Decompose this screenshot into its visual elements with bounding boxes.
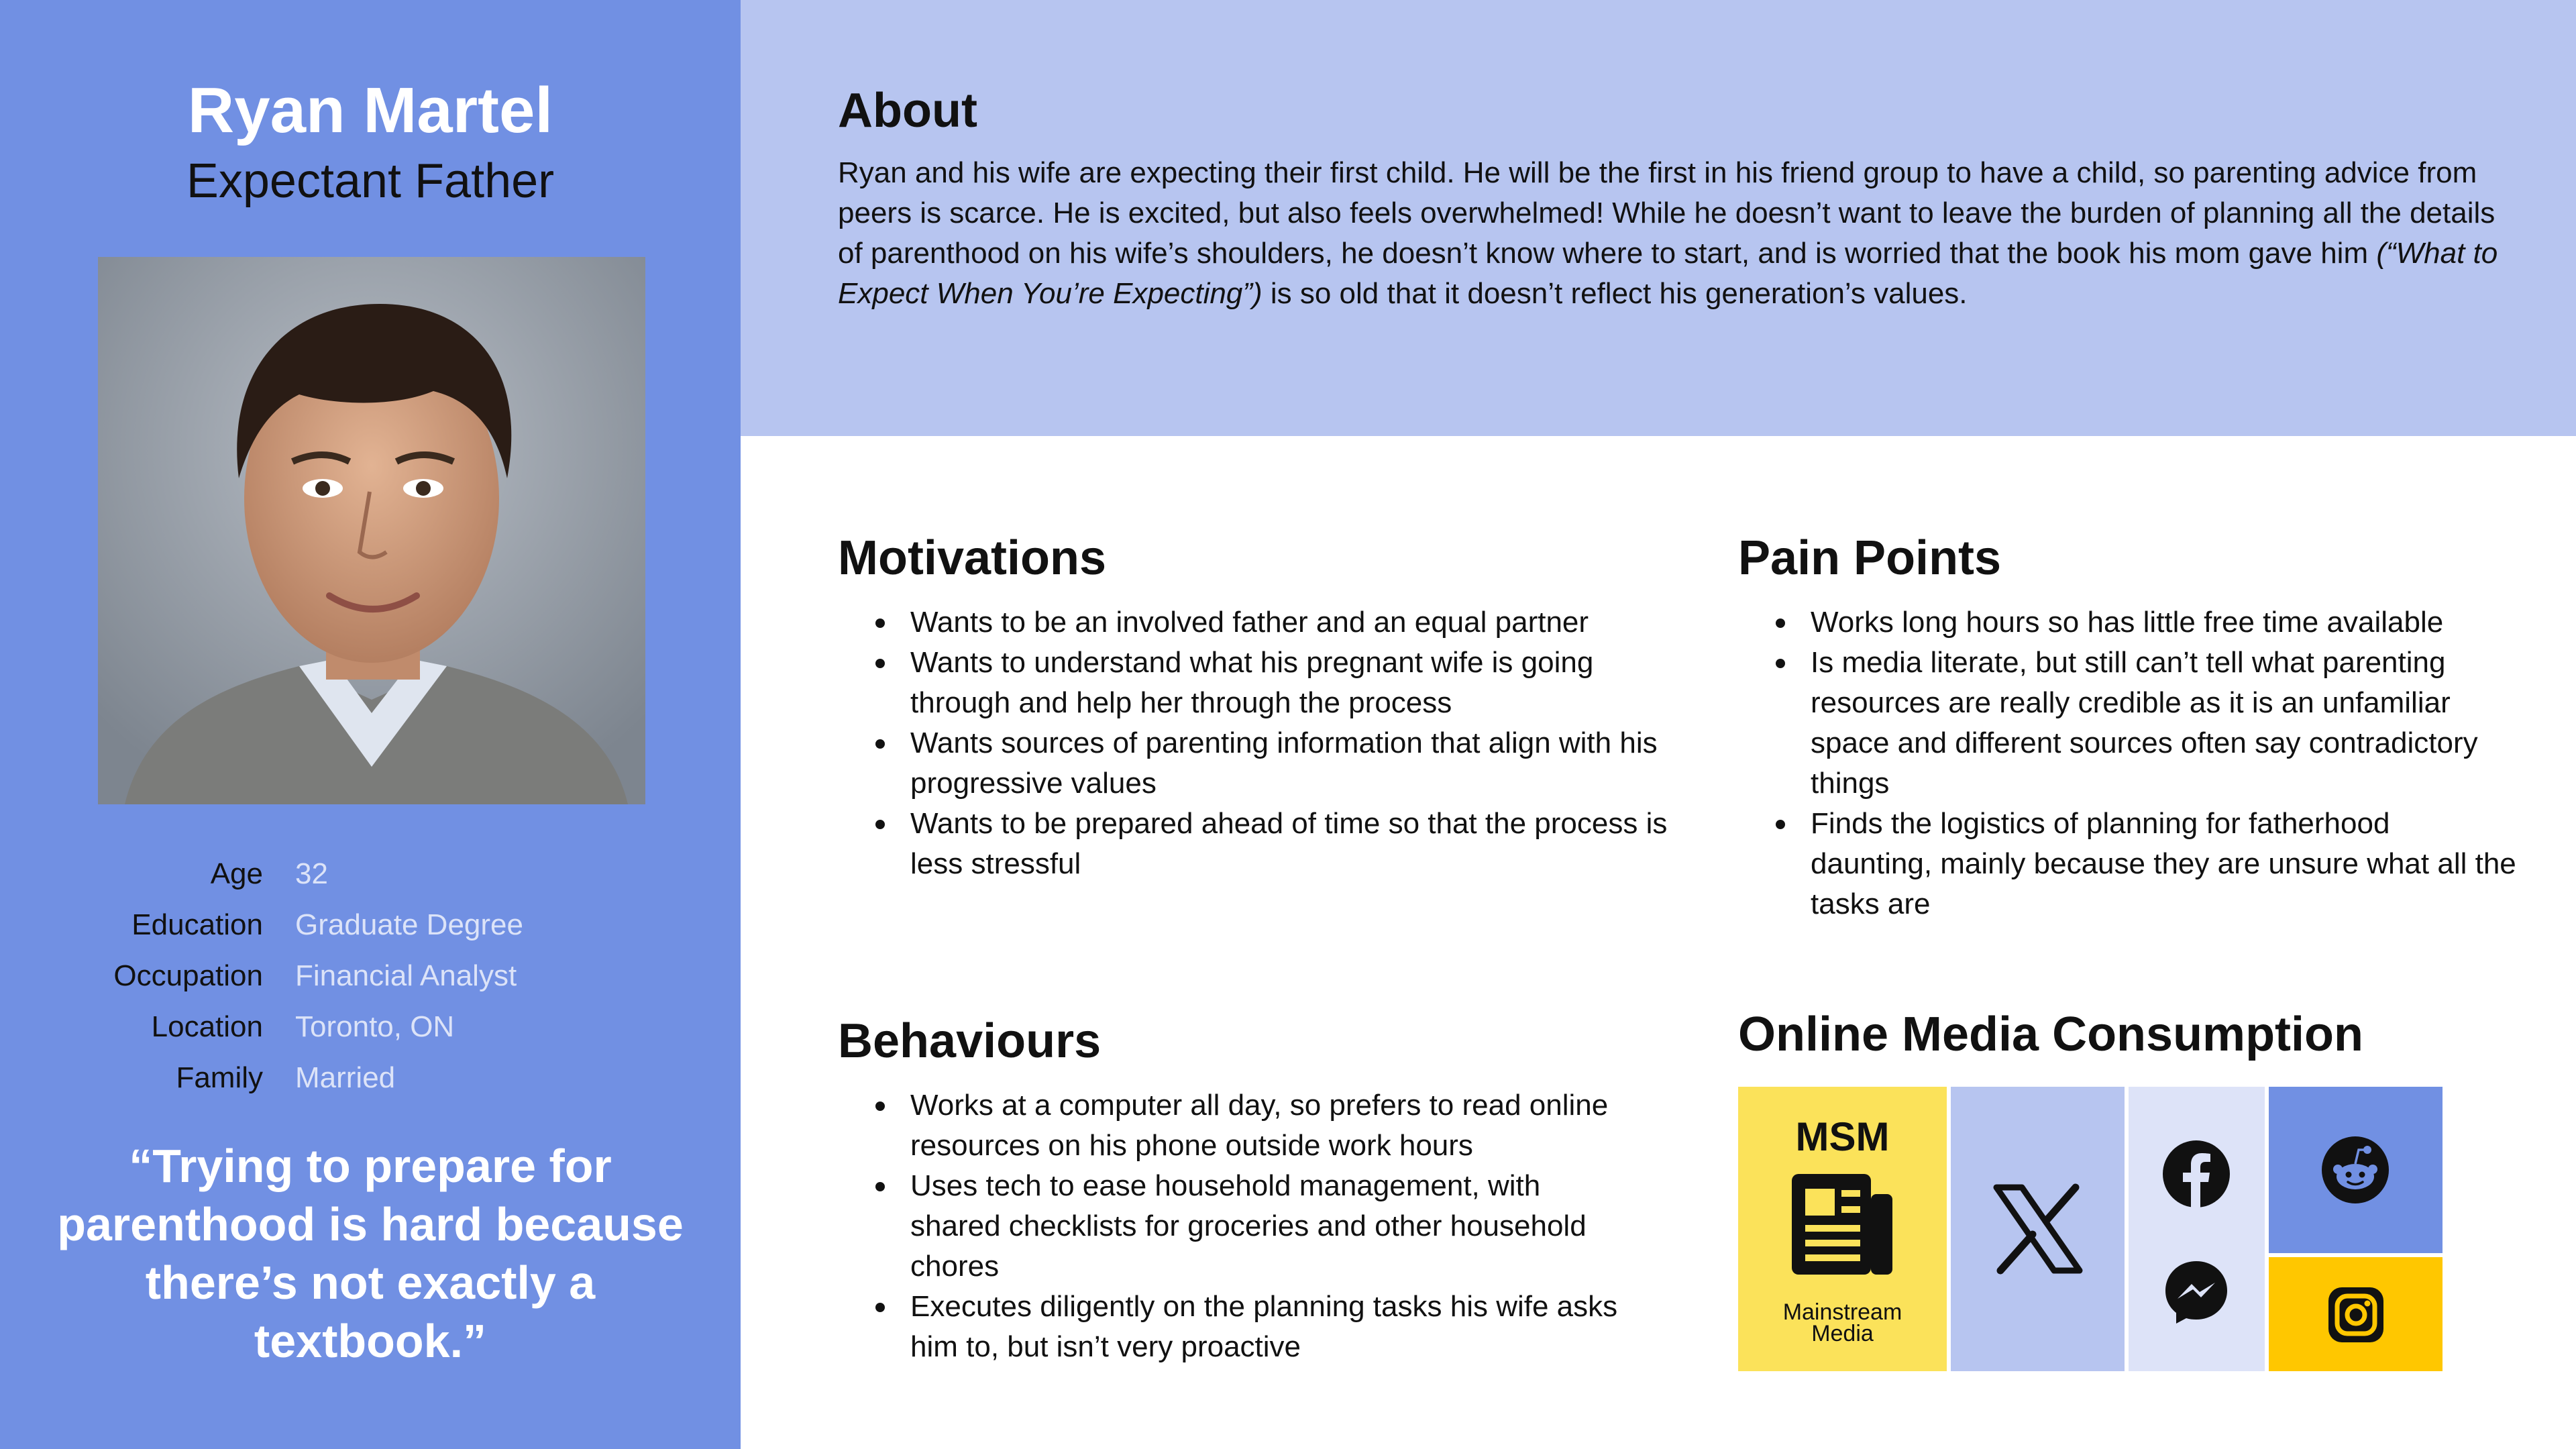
- list-item: Works at a computer all day, so prefers to read online resources on his phone outside work hours: [838, 1085, 1629, 1166]
- persona-photo: [98, 257, 645, 804]
- list-item: Works long hours so has little free time available: [1738, 602, 2516, 643]
- list-item: Wants to be an involved father and an equal partner: [838, 602, 1676, 643]
- pain-points-list: [1738, 602, 2516, 924]
- detail-row-education: [0, 900, 741, 951]
- portrait-illustration: [98, 257, 645, 804]
- media-grid: [1738, 1087, 2443, 1371]
- msm-tile: [1738, 1087, 1947, 1371]
- about-text-book-title: (“What to Expect When You’re Expecting”): [838, 237, 2498, 310]
- detail-label: Family: [176, 1061, 263, 1094]
- reddit-icon: [2322, 1136, 2389, 1203]
- x-tile: [1951, 1087, 2125, 1371]
- x-logo-icon: [1991, 1182, 2085, 1276]
- motivations-list: [838, 602, 1676, 884]
- detail-value: 32: [295, 857, 328, 890]
- detail-row-family: [0, 1053, 741, 1104]
- persona-details: [0, 849, 741, 1104]
- msm-caption: [1738, 1301, 1947, 1344]
- about-text-main: Ryan and his wife are expecting their first child. He will be the first in his friend group to have a child, so parenting advice from peers is scarce. He is excited, but also feels overwhelmed! While he doesn’t want to leave the burden of planning all the details of parenthood on his wife’s shoulders, he doesn’t know where to start, and is worried that the book his mom gave him: [838, 156, 2496, 270]
- msm-label: MSM: [1795, 1114, 1890, 1159]
- newspaper-icon: [1785, 1167, 1899, 1281]
- pain-points-title: Pain Points: [1738, 531, 2002, 585]
- meta-tile: [2129, 1087, 2265, 1371]
- list-item: Uses tech to ease household management, with shared checklists for groceries and other household chores: [838, 1166, 1629, 1287]
- instagram-icon: [2328, 1287, 2383, 1342]
- reddit-tile: [2269, 1087, 2443, 1253]
- instagram-tile: [2269, 1257, 2443, 1371]
- msm-caption-line: Media: [1811, 1321, 1874, 1346]
- detail-label: Age: [210, 857, 263, 890]
- detail-label: Occupation: [113, 959, 263, 992]
- detail-label: Location: [151, 1010, 263, 1043]
- detail-value: Toronto, ON: [295, 1010, 455, 1043]
- persona-quote: “Trying to prepare for parenthood is hard because there’s not exactly a textbook.”: [57, 1140, 684, 1367]
- list-item: Is media literate, but still can’t tell what parenting resources are really credible as it is an unfamiliar space and different sources often say contradictory things: [1738, 643, 2516, 804]
- list-item: Executes diligently on the planning tasks his wife asks him to, but isn’t very proactive: [838, 1287, 1629, 1367]
- about-text: [838, 153, 2515, 314]
- list-item: Wants to understand what his pregnant wife is going through and help her through the process: [838, 643, 1676, 723]
- list-item: Wants to be prepared ahead of time so that the process is less stressful: [838, 804, 1676, 884]
- list-item: Wants sources of parenting information that align with his progressive values: [838, 723, 1676, 804]
- media-title: Online Media Consumption: [1738, 1008, 2363, 1061]
- about-title: About: [838, 84, 977, 138]
- detail-value: Married: [295, 1061, 396, 1094]
- messenger-icon: [2163, 1258, 2230, 1326]
- behaviours-list: [838, 1085, 1629, 1367]
- detail-row-location: [0, 1002, 741, 1053]
- msm-caption-line: Mainstream: [1782, 1299, 1902, 1325]
- facebook-icon: [2163, 1140, 2230, 1208]
- detail-label: Education: [131, 908, 263, 941]
- persona-sidebar: [0, 0, 741, 1449]
- behaviours-title: Behaviours: [838, 1014, 1102, 1068]
- motivations-title: Motivations: [838, 531, 1107, 585]
- persona-name: Ryan Martel: [187, 74, 553, 146]
- detail-row-age: [0, 849, 741, 900]
- list-item: Finds the logistics of planning for fatherhood daunting, mainly because they are unsure what all the tasks are: [1738, 804, 2516, 924]
- persona-role: Expectant Father: [186, 154, 555, 208]
- about-text-end: is so old that it doesn’t reflect his generation’s values.: [1262, 277, 1968, 310]
- detail-value: Graduate Degree: [295, 908, 523, 941]
- detail-value: Financial Analyst: [295, 959, 517, 992]
- detail-row-occupation: [0, 951, 741, 1002]
